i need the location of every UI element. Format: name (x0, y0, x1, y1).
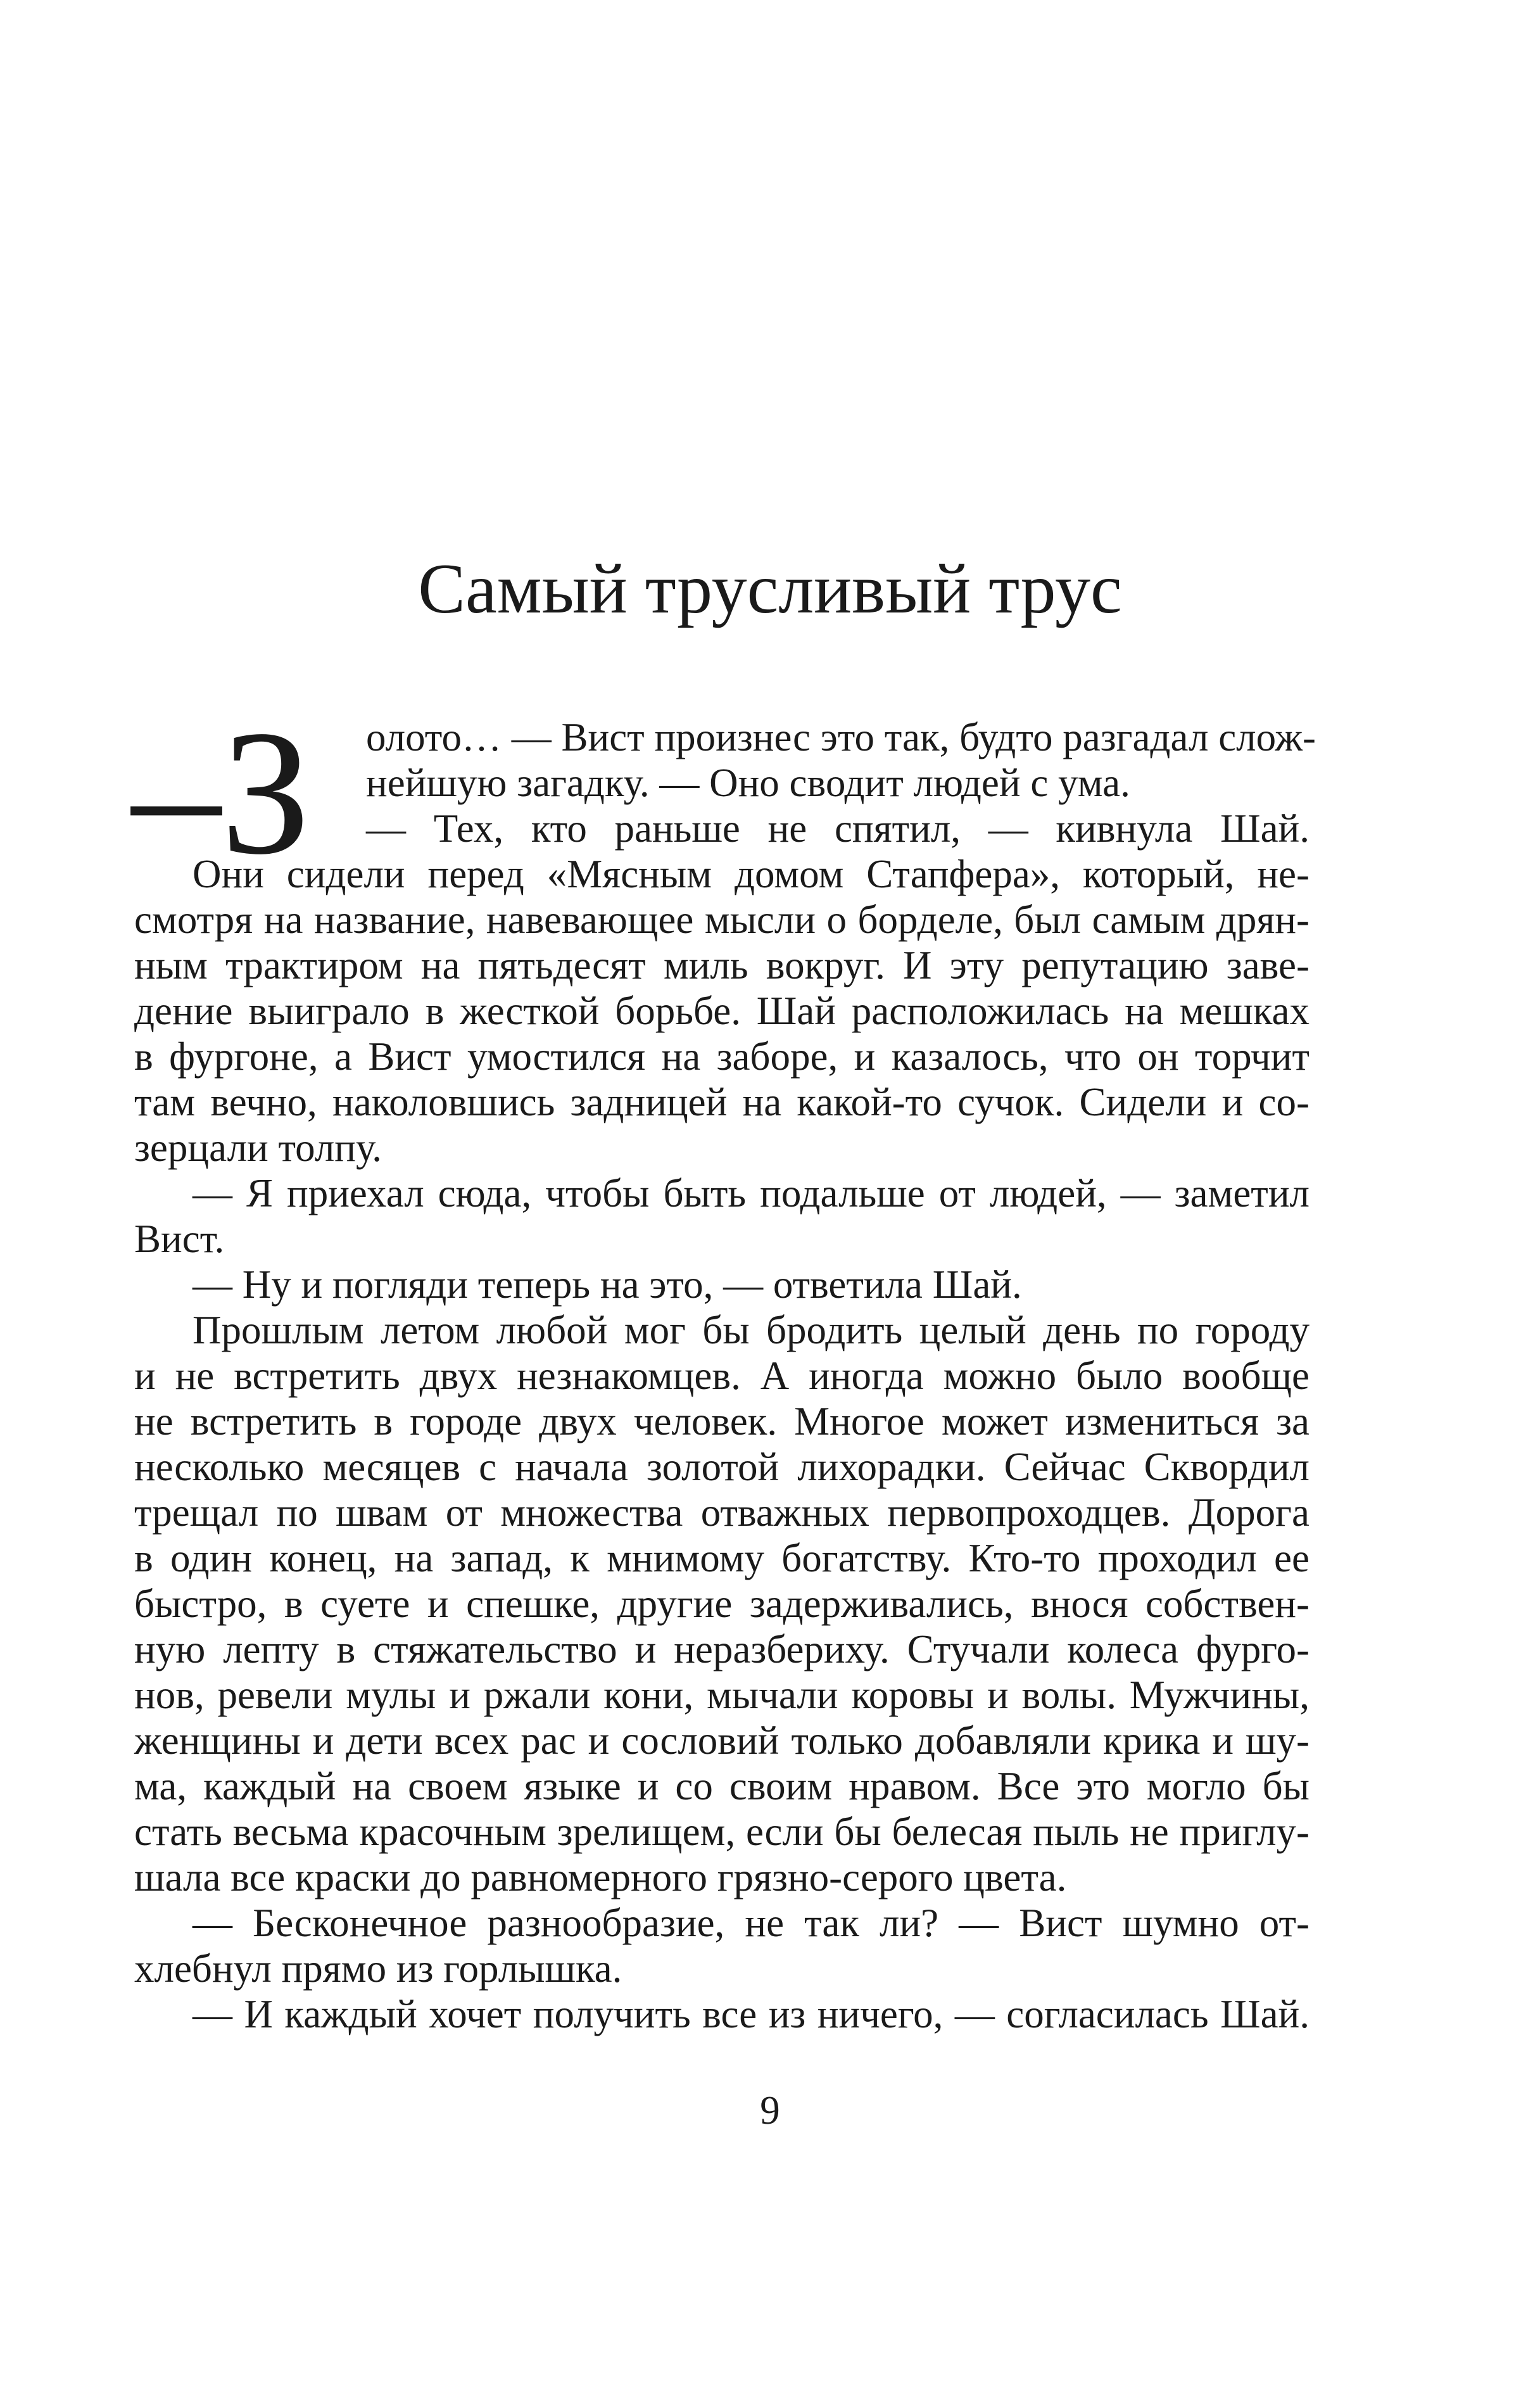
text-line: — И каждый хочет получить все из ничего, — согласилась Шай. (192, 1992, 1310, 2036)
drop-cap: –З (132, 694, 311, 891)
text-line: зерцали толпу. (134, 1126, 382, 1170)
text-line: Прошлым летом любой мог бы бродить целый день по городу (192, 1308, 1310, 1352)
text-line: в один конец, на запад, к мнимому богатству. Кто-то проходил ее (134, 1536, 1310, 1580)
chapter-title: Самый трусливый трус (418, 550, 1122, 628)
text-line: там вечно, наколовшись задницей на какой-то сучок. Сидели и со- (134, 1080, 1310, 1124)
text-line: — Ну и погляди теперь на это, — ответила Шай. (192, 1262, 1022, 1307)
text-line: хлебнул прямо из горлышка. (134, 1946, 622, 1991)
page-number: 9 (760, 2088, 780, 2133)
text-line: олото… — Вист произнес это так, будто разгадал слож- (366, 715, 1316, 759)
text-line: — Я приехал сюда, чтобы быть подальше от людей, — заметил (192, 1171, 1310, 1215)
text-line: несколько месяцев с начала золотой лихорадки. Сейчас Сквордил (134, 1445, 1310, 1489)
text-line: Вист. (134, 1217, 225, 1261)
text-line: — Бесконечное разнообразие, не так ли? — Вист шумно от- (192, 1901, 1310, 1945)
text-line: смотря на название, навевающее мысли о борделе, был самым дрян- (134, 897, 1310, 942)
text-line: женщины и дети всех рас и сословий только добавляли крика и шу- (134, 1718, 1310, 1763)
text-line: — Тех, кто раньше не спятил, — кивнула Шай. (366, 806, 1310, 851)
text-line: Они сидели перед «Мясным домом Стапфера», который, не- (192, 852, 1310, 896)
text-line: и не встретить двух незнакомцев. А иногда можно было вообще (134, 1354, 1310, 1398)
text-line: быстро, в суете и спешке, другие задерживались, внося собствен- (134, 1582, 1310, 1626)
text-line: нов, ревели мулы и ржали кони, мычали коровы и волы. Мужчины, (134, 1673, 1310, 1717)
text-line: шала все краски до равномерного грязно-серого цвета. (134, 1855, 1067, 1899)
text-line: ма, каждый на своем языке и со своим нравом. Все это могло бы (134, 1764, 1310, 1808)
text-line: нейшую загадку. — Оно сводит людей с ума. (366, 761, 1130, 805)
text-line: в фургоне, а Вист умостился на заборе, и казалось, что он торчит (134, 1034, 1310, 1079)
text-line: дение выиграло в жесткой борьбе. Шай расположилась на мешках (134, 989, 1310, 1033)
text-line: не встретить в городе двух человек. Многое может измениться за (134, 1399, 1310, 1443)
text-line: трещал по швам от множества отважных первопроходцев. Дорога (134, 1490, 1310, 1535)
text-line: ную лепту в стяжательство и неразбериху. Стучали колеса фурго- (134, 1627, 1310, 1671)
text-line: стать весьма красочным зрелищем, если бы белесая пыль не приглу- (134, 1810, 1310, 1854)
text-line: ным трактиром на пятьдесят миль вокруг. И эту репутацию заве- (134, 943, 1310, 987)
